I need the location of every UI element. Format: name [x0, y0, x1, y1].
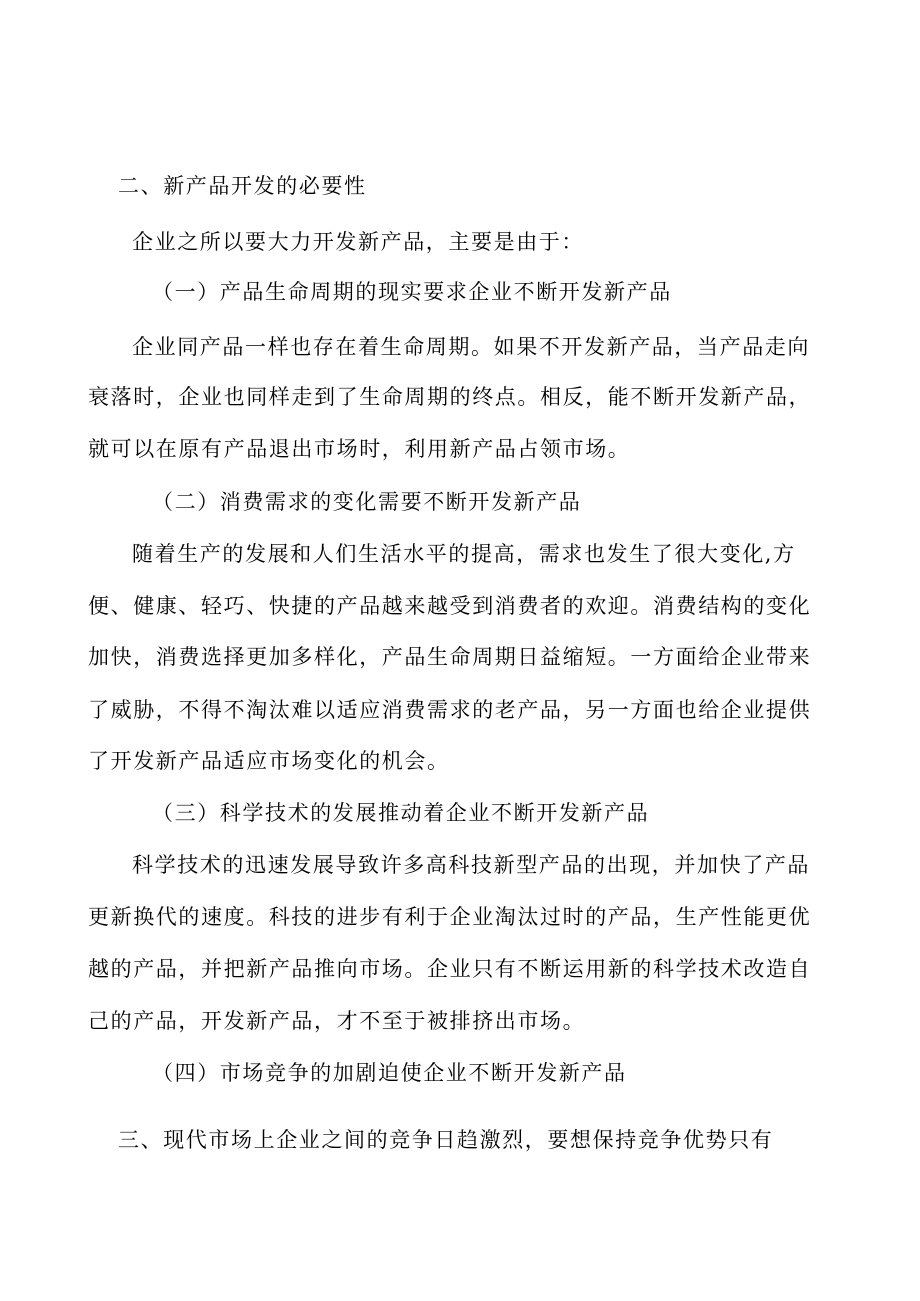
paragraph-1-line-3: 就可以在原有产品退出市场时，利用新产品占领市场。 — [88, 437, 631, 461]
section-heading-3: 三、现代市场上企业之间的竞争日趋激烈，要想保持竞争优势只有 — [118, 1128, 774, 1152]
subsection-title-4: （四）市场竞争的加剧迫使企业不断开发新产品 — [152, 1061, 627, 1085]
paragraph-3-line-3: 越的产品，并把新产品推向市场。企业只有不断运用新的科学技术改造自 — [88, 957, 812, 981]
paragraph-2-line-4: 了威胁，不得不淘汰难以适应消费需求的老产品，另一方面也给企业提供 — [88, 698, 812, 722]
subsection-title-3: （三）科学技术的发展推动着企业不断开发新产品 — [152, 801, 650, 825]
paragraph-2-line-3: 加快，消费选择更加多样化，产品生命周期日益缩短。一方面给企业带来 — [88, 645, 812, 669]
paragraph-1-line-1: 企业同产品一样也存在着生命周期。如果不开发新产品，当产品走向 — [132, 335, 810, 359]
paragraph-3-line-4: 己的产品，开发新产品，才不至于被排挤出市场。 — [88, 1009, 586, 1033]
paragraph-3-line-1: 科学技术的迅速发展导致许多高科技新型产品的出现，并加快了产品 — [132, 853, 810, 877]
paragraph-1-line-2: 衰落时，企业也同样走到了生命周期的终点。相反，能不断开发新产品， — [88, 385, 812, 409]
section-heading-2: 二、新产品开发的必要性 — [118, 174, 367, 198]
subsection-title-1: （一）产品生命周期的现实要求企业不断开发新产品 — [152, 280, 672, 304]
subsection-title-2: （二）消费需求的变化需要不断开发新产品 — [152, 490, 582, 514]
paragraph-2-line-5: 了开发新产品适应市场变化的机会。 — [88, 749, 450, 773]
intro-paragraph: 企业之所以要大力开发新产品，主要是由于： — [132, 230, 584, 254]
paragraph-2-line-1: 随着生产的发展和人们生活水平的提高，需求也发生了很大变化,方 — [132, 542, 796, 566]
paragraph-2-line-2: 便、健康、轻巧、快捷的产品越来越受到消费者的欢迎。消费结构的变化 — [88, 594, 812, 618]
paragraph-3-line-2: 更新换代的速度。科技的进步有利于企业淘汰过时的产品，生产性能更优 — [88, 905, 812, 929]
